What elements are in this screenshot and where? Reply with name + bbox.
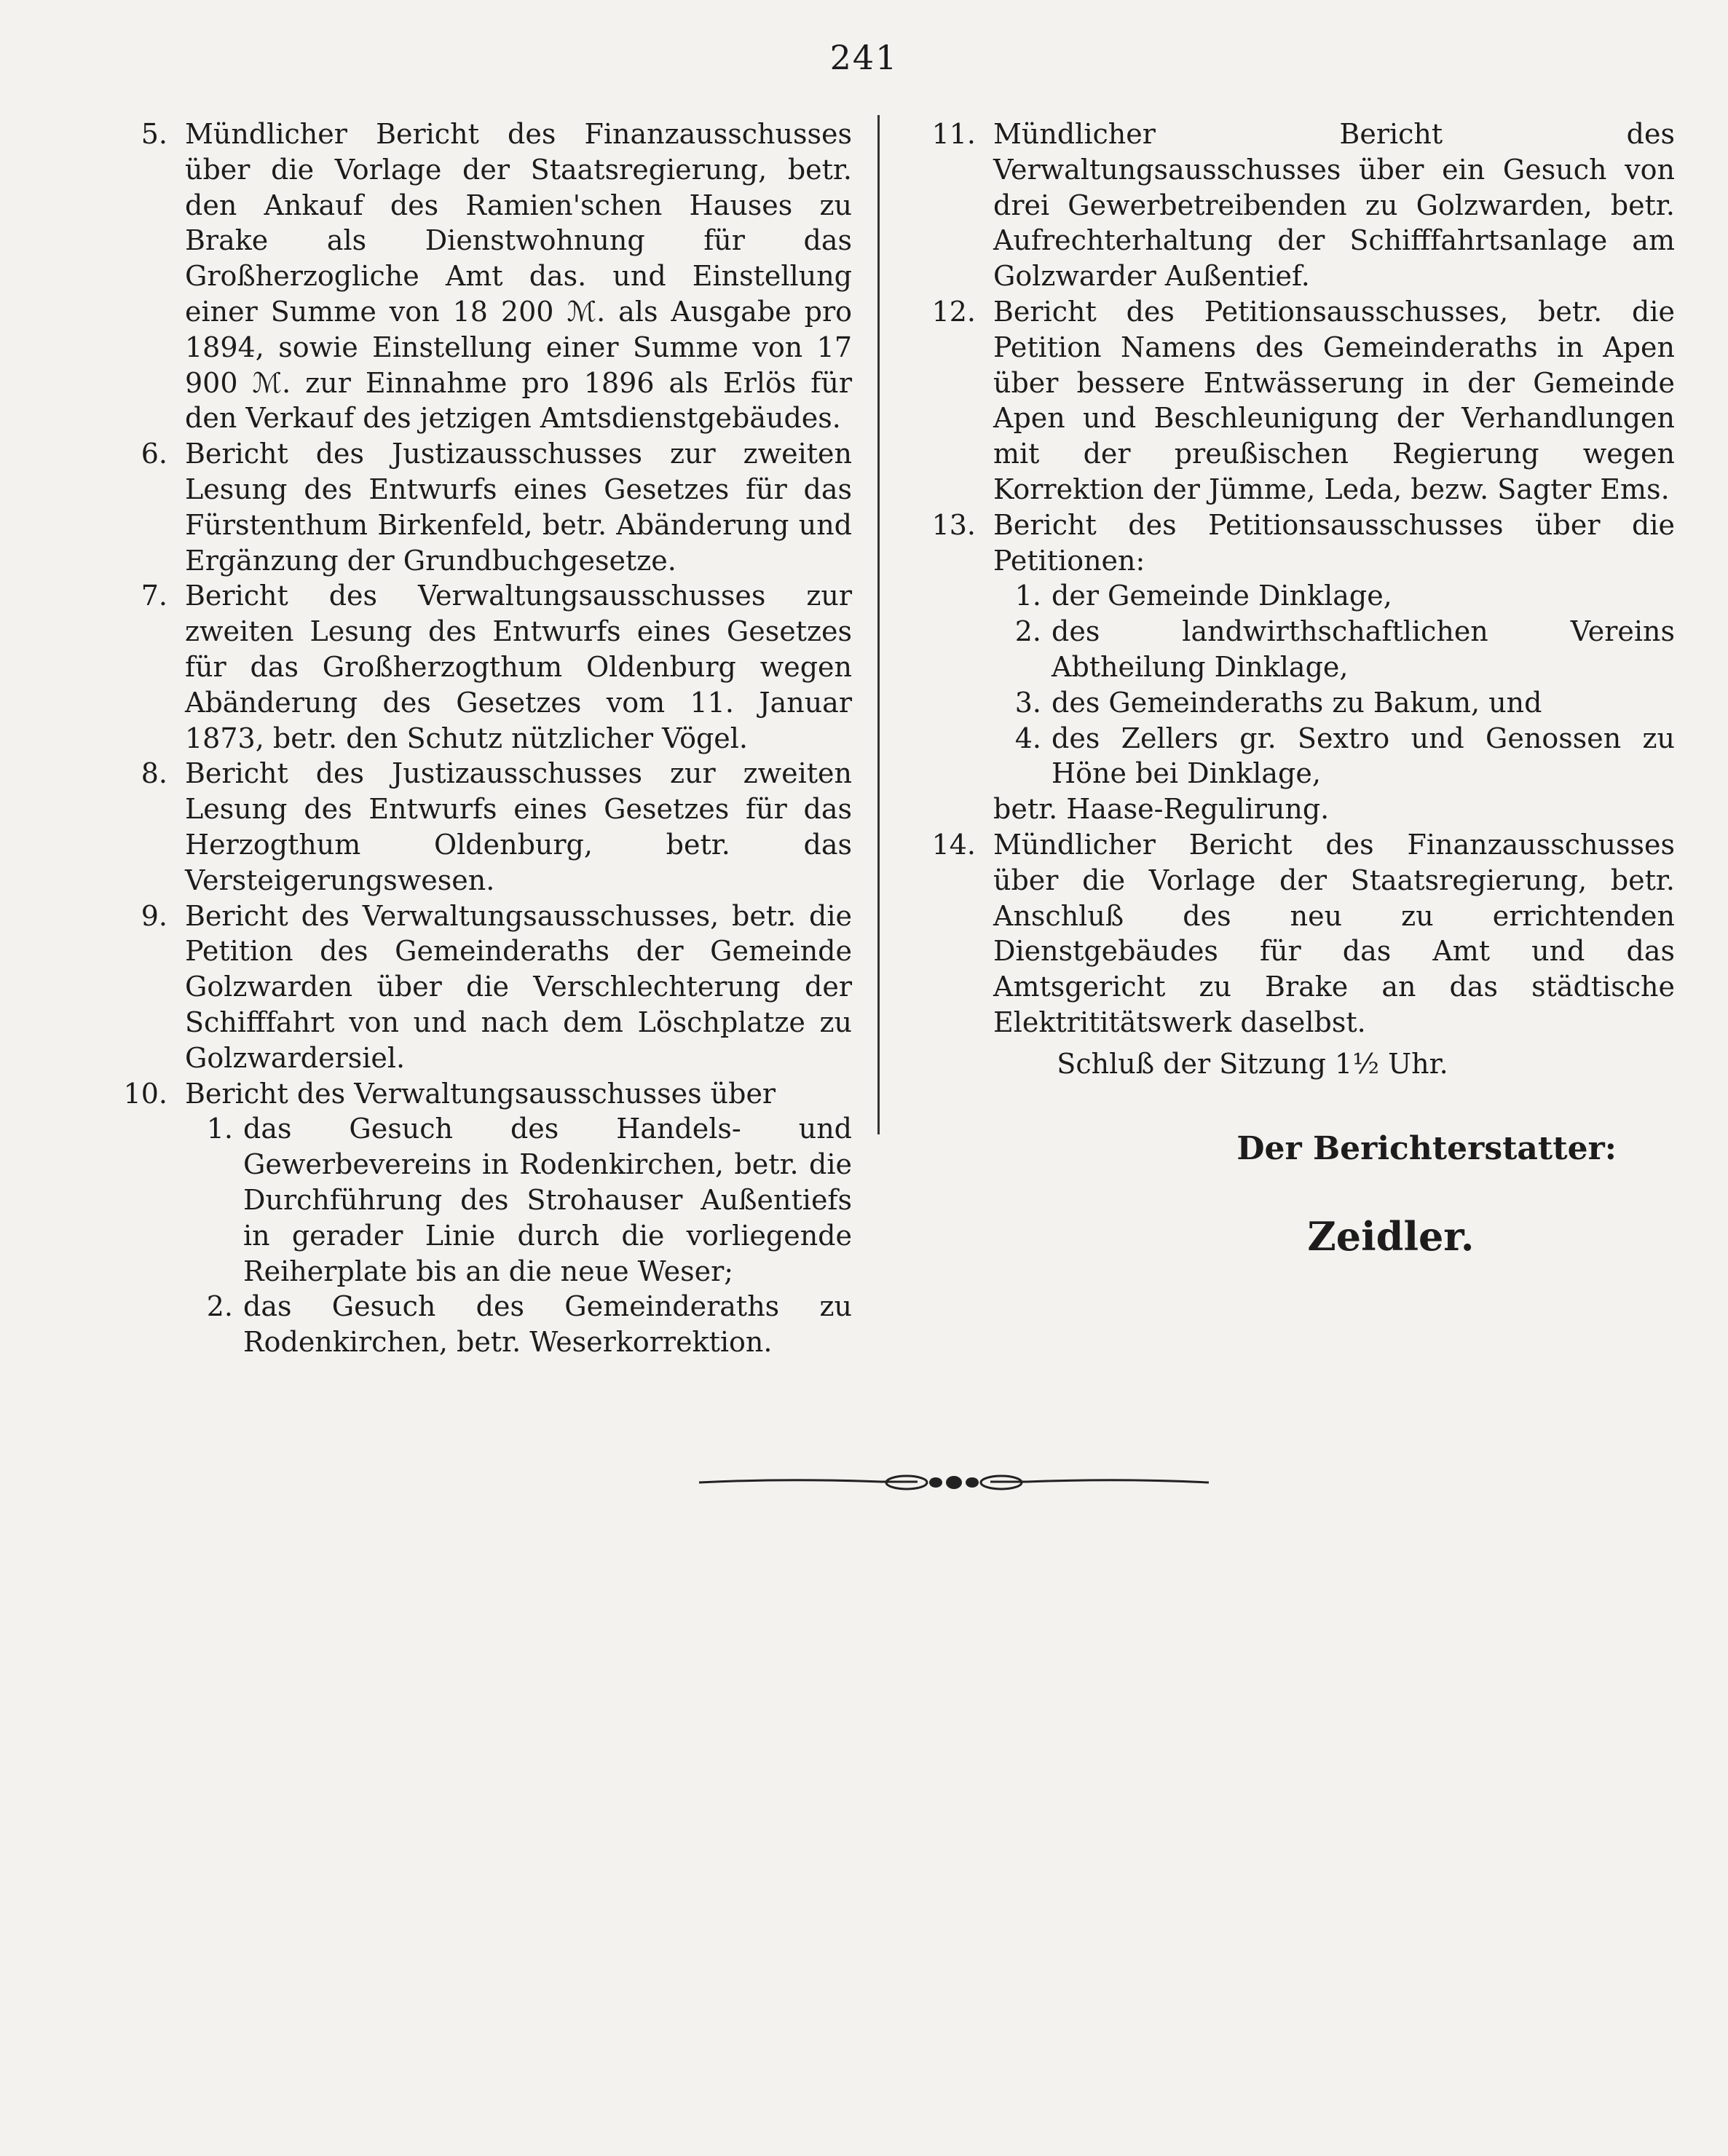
item-number: 7. bbox=[141, 580, 167, 612]
sub-item-number: 3. bbox=[1014, 686, 1041, 719]
sub-item-text: der Gemeinde Dinklage, bbox=[1052, 580, 1392, 612]
agenda-item-8 bbox=[109, 756, 852, 898]
item-number: 11. bbox=[931, 118, 976, 150]
reporter-label: Der Berichterstatter: bbox=[1236, 1129, 1617, 1167]
item-number: 14. bbox=[931, 828, 976, 861]
item-number: 12. bbox=[931, 295, 976, 328]
item-intro: Bericht des Petitionsausschusses über die Petitionen: bbox=[993, 508, 1675, 577]
sub-item bbox=[993, 685, 1675, 721]
sub-item bbox=[993, 578, 1675, 614]
item-body bbox=[185, 1076, 852, 1360]
agenda-item-6 bbox=[109, 436, 852, 578]
agenda-item-9 bbox=[109, 899, 852, 1076]
item-number: 13. bbox=[931, 508, 976, 541]
sub-item-number: 2. bbox=[1014, 615, 1041, 648]
session-closing: Schluß der Sitzung 1½ Uhr. bbox=[1057, 1047, 1448, 1080]
sub-item-number: 2. bbox=[206, 1290, 233, 1323]
agenda-item-7 bbox=[109, 578, 852, 756]
item-number: 8. bbox=[141, 757, 167, 790]
sub-item-number: 4. bbox=[1014, 722, 1041, 754]
agenda-item-11 bbox=[918, 117, 1675, 294]
item-text: Mündlicher Bericht des Finanzausschusses über die Vorlage der Staatsregierung, betr. Anschluß des neu zu errichtenden Dienstgebäudes für das Amt und das Amtsgericht zu Brake an das städtische Elektrititätswerk daselbst. bbox=[993, 828, 1675, 1038]
sub-item-number: 1. bbox=[1014, 580, 1041, 612]
sub-item bbox=[185, 1111, 852, 1289]
sub-item-text: des Zellers gr. Sextro und Genossen zu Höne bei Dinklage, bbox=[1052, 722, 1675, 790]
item-text: Bericht des Justizausschusses zur zweiten Lesung des Entwurfs eines Gesetzes für das Fürstenthum Birkenfeld, betr. Abänderung und Ergänzung der Grundbuchgesetze. bbox=[185, 438, 852, 577]
right-column bbox=[918, 117, 1675, 1260]
ornament-divider-icon bbox=[699, 1468, 1209, 1497]
item-intro: Bericht des Verwaltungsausschusses über bbox=[185, 1077, 776, 1110]
item-text: Bericht des Justizausschusses zur zweiten Lesung des Entwurfs eines Gesetzes für das Herzogthum Oldenburg, betr. das Versteigerungswesen. bbox=[185, 757, 852, 896]
sub-item-text: des Gemeinderaths zu Bakum, und bbox=[1052, 686, 1542, 719]
sub-item-text: des landwirthschaftlichen Vereins Abtheilung Dinklage, bbox=[1052, 615, 1675, 683]
sub-item-number: 1. bbox=[206, 1113, 233, 1145]
item-text: Mündlicher Bericht des Verwaltungsausschusses über ein Gesuch von drei Gewerbetreibenden zu Golzwarden, betr. Aufrechterhaltung der Schifffahrtsanlage am Golzwarder Außentief. bbox=[993, 118, 1675, 293]
agenda-item-12 bbox=[918, 294, 1675, 508]
item-text: Bericht des Verwaltungsausschusses, betr. die Petition des Gemeinderaths der Gemeinde Golzwarden über die Verschlechterung der Schifffahrt von und nach dem Löschplatze zu Golzwardersiel. bbox=[185, 899, 852, 1074]
item-conclusion: betr. Haase-Regulirung. bbox=[993, 793, 1330, 826]
sub-item bbox=[993, 614, 1675, 685]
page-number: 241 bbox=[829, 38, 899, 77]
agenda-item-14 bbox=[918, 827, 1675, 1041]
item-number: 10. bbox=[123, 1077, 167, 1110]
agenda-item-10 bbox=[109, 1076, 852, 1360]
agenda-item-5 bbox=[109, 117, 852, 436]
sub-item bbox=[185, 1289, 852, 1360]
item-body bbox=[993, 508, 1675, 827]
agenda-item-13 bbox=[918, 508, 1675, 827]
column-divider bbox=[877, 115, 880, 1134]
item-number: 6. bbox=[141, 438, 167, 470]
item-text: Bericht des Verwaltungsausschusses zur zweiten Lesung des Entwurfs eines Gesetzes für das Großherzogthum Oldenburg wegen Abänderung des Gesetzes vom 11. Januar 1873, betr. den Schutz nützlicher Vögel. bbox=[185, 580, 852, 754]
reporter-name: Zeidler. bbox=[1307, 1213, 1475, 1260]
item-text: Mündlicher Bericht des Finanzausschusses über die Vorlage der Staatsregierung, betr. den Ankauf des Ramien'schen Hauses zu Brake als Dienstwohnung für das Großherzogliche Amt das. und Einstellung einer Summe von 18 200 ℳ. als Ausgabe pro 1894, sowie Einstellung einer Summe von 17 900 ℳ. zur Einnahme pro 1896 als Erlös für den Verkauf des jetzigen Amtsdienstgebäudes. bbox=[185, 118, 852, 435]
left-column bbox=[109, 117, 852, 1360]
sub-item bbox=[993, 721, 1675, 792]
item-number: 5. bbox=[141, 118, 167, 150]
item-number: 9. bbox=[141, 899, 167, 932]
sub-item-text: das Gesuch des Handels- und Gewerbevereins in Rodenkirchen, betr. die Durchführung des Strohauser Außentiefs in gerader Linie durch die vorliegende Reiherplate bis an die neue Weser; bbox=[243, 1113, 852, 1287]
item-text: Bericht des Petitionsausschusses, betr. die Petition Namens des Gemeinderaths in Apen über bessere Entwässerung in der Gemeinde Apen und Beschleunigung der Verhandlungen mit der preußischen Regierung wegen Korrektion der Jümme, Leda, bezw. Sagter Ems. bbox=[993, 295, 1675, 505]
sub-item-text: das Gesuch des Gemeinderaths zu Rodenkirchen, betr. Weserkorrektion. bbox=[243, 1290, 852, 1359]
